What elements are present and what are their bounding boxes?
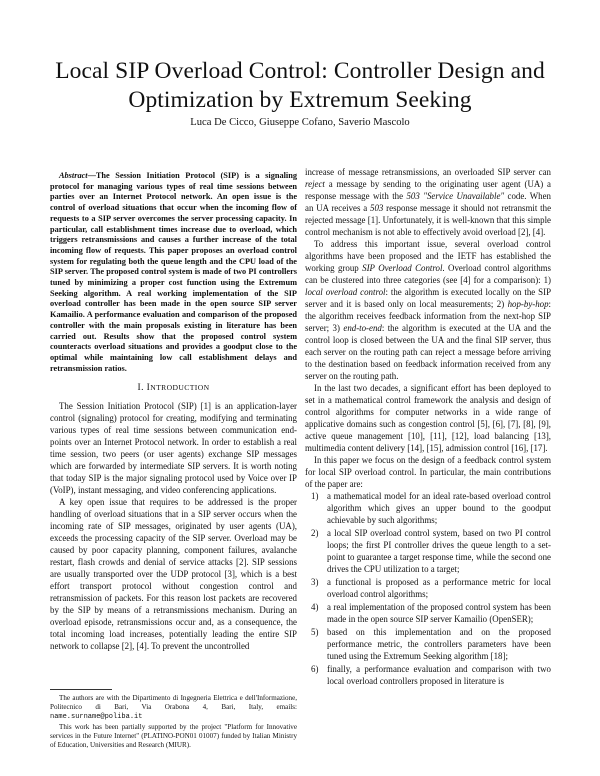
list-item: [305, 626, 551, 662]
list-item: [305, 663, 551, 687]
text-run: : the algorithm is executed at the UA and the control loop is closed between the UA and the final SIP server, thus each server on the routing path can reject a message before arriving to the destination based on feedback information received from any server on the routing path.: [305, 323, 551, 381]
list-item-text: a real implementation of the proposed control system has been made in the open source SIP server Kamailio (OpenSER);: [327, 602, 551, 624]
list-item: [305, 490, 551, 526]
list-item-number: 3): [311, 577, 319, 587]
author-email: name.surname@poliba.it: [50, 713, 143, 722]
abstract: [50, 171, 297, 374]
text-run-italic: reject: [305, 179, 325, 189]
list-item-number: 2): [311, 528, 319, 538]
text-run: : the algorithm receives feedback information from the next-hop SIP server; 3): [305, 299, 551, 333]
right-paragraph-2: [305, 238, 551, 382]
text-run: a message by sending to the originating user agent (UA) a response message with the: [305, 179, 551, 201]
list-item-text: a mathematical model for an ideal rate-based overload control algorithm which gives an upper bound to the goodput achievable by such algorithms;: [327, 491, 551, 525]
text-run: : the algorithm is executed locally on the SIP server and it is based only on local measurements; 2): [305, 287, 552, 309]
footnote-affiliation-text: The authors are with the Dipartimento di Ingegneria Elettrica e dell'Informazione, Politecnico di Bari, Via Orabona 4, Bari, Italy, emails:: [50, 694, 297, 712]
text-run: To address this important issue, several overload control algorithms have been proposed and the IETF has established the working group: [305, 239, 551, 273]
list-item-number: 1): [311, 491, 319, 501]
paper-authors: Luca De Cicco, Giuseppe Cofano, Saverio Mascolo: [190, 117, 410, 128]
intro-paragraph-1: The Session Initiation Protocol (SIP) [1] is an application-layer control (signaling) protocol for creating, modifying and terminating various types of real time sessions between communication end-points over an Internet Protocol network. In order to establish a real time session, two peers (or user agents) exchange SIP messages which are forwarded by intermediate SIP servers. It is worth noting that today SIP is the major signaling protocol used by Voice over IP (VoIP), instant messaging, and video conferencing applications.: [50, 401, 297, 496]
text-run-italic: end-to-end: [343, 323, 382, 333]
section-heading-introduction: [50, 382, 297, 394]
text-run-italic: hop-by-hop: [507, 299, 549, 309]
footnote-rule: [50, 689, 112, 690]
list-item-number: 4): [311, 602, 319, 612]
footnote-funding: This work has been partially supported by the project "Platform for Innovative services in the Future Internet" (PLATINO-PON01 01007) funded by Italian Ministry of Education, Universities and Research (MIUR).: [50, 722, 297, 750]
intro-paragraph-2: A key open issue that requires to be addressed is the proper handling of overload situations that in a SIP server occurs when the incoming rate of SIP messages, originated by user agents (UA), exceeds the processing capacity of the SIP server. Overload may be caused by poor capacity planning, component failures, avalanche restart, flash crowds and denial of service attacks [2]. SIP sessions are usually transported over the UDP protocol [3], which is a best effort transport protocol without congestion control and retransmission of packets. For this reason lost packets are recovered by the SIP by means of a retransmissions mechanism. During an overload episode, retransmissions occur and, as a consequence, the total incoming load increases, potentially leading the entire SIP network to collapse [2], [4]. To prevent the uncontrolled: [50, 497, 297, 652]
text-run: response message it should not retransmit the rejected message [1]. Unfortunately, it is well-known that this simple control mechanism is not able to effectively avoid overload [2], [4].: [305, 203, 552, 237]
abstract-text: —The Session Initiation Protocol (SIP) is a signaling protocol for managing various types of real time sessions between parties over an Internet Protocol network. An open issue is the control of overload situations that occur when the incoming flow of requests to a SIP server overcomes the server processing capacity. In particular, call establishment times increase due to overload, which triggers retransmissions and causes a further increase of the total incoming flow of requests. This paper proposes an overload control system for regulating both the queue length and the CPU load of the SIP server. The proposed control system is made of two PI controllers tuned by minimizing a proper cost function using the Extremum Seeking algorithm. A real working implementation of the SIP overload controller has been made in the open source SIP server Kamailio. A performance evaluation and comparison of the proposed controller with the main proposals existing in literature has been carried out. Results show that the proposed control system counteracts overload situations and provides a goodput close to the optimal while maintaining low call establishment delays and retransmission ratios.: [50, 171, 297, 373]
paper-title: Local SIP Overload Control: Controller Design and Optimization by Extremum Seeking: [55, 58, 545, 113]
list-item-text: based on this implementation and on the proposed performance metric, the controllers parameters have been tuned using the Extremum Seeking algorithm [18];: [327, 627, 551, 661]
list-item-number: 5): [311, 627, 319, 637]
list-item: [305, 601, 551, 625]
section-number: I.: [137, 383, 144, 394]
text-run-italic: 503 "Service Unavailable": [406, 191, 505, 201]
text-run: . Overload control algorithms can be clustered into three categories (see [4] for a comparison): 1): [305, 263, 552, 285]
footnotes: [50, 694, 297, 750]
list-item-text: a local SIP overload control system, based on two PI control loops; the first PI controller drives the queue length to a set-point to guarantee a target response time, while the second one drives the CPU utilization to a target;: [327, 528, 551, 574]
list-item: [305, 576, 551, 600]
list-item: [305, 527, 551, 575]
text-run-italic: SIP Overload Control: [362, 263, 443, 273]
abstract-lead: Abstract: [59, 171, 88, 180]
section-title-rest: NTRODUCTION: [150, 383, 210, 393]
text-run-italic: 503: [370, 203, 384, 213]
list-item-text: finally, a performance evaluation and comparison with two local overload controllers proposed in literature is: [327, 664, 551, 686]
contributions-list: [305, 490, 551, 687]
list-item-number: 6): [311, 664, 319, 674]
text-run: increase of message retransmissions, an overloaded SIP server can: [305, 167, 551, 177]
right-paragraph-4: In this paper we focus on the design of a feedback control system for local SIP overload control. In particular, the main contributions of the paper are:: [305, 455, 551, 489]
list-item-text: a functional is proposed as a performance metric for local overload control algorithms;: [327, 577, 551, 599]
right-column: [305, 166, 551, 688]
left-column: [50, 171, 297, 652]
footnote-affiliation: [50, 694, 297, 723]
section-first-letter: I: [146, 383, 151, 394]
text-run: code. When an UA receives a: [305, 191, 551, 213]
right-paragraph-3: In the last two decades, a significant effort has been deployed to set in a mathematical control framework the analysis and design of control algorithms for computer networks in a wide range of applicative domains such as congestion control [5], [6], [7], [8], [9], active queue management [10], [11], [12], load balancing [13], multimedia content delivery [14], [15], admission control [16], [17].: [305, 383, 551, 453]
right-paragraph-1: [305, 166, 551, 238]
text-run-italic: local overload control: [305, 287, 386, 297]
